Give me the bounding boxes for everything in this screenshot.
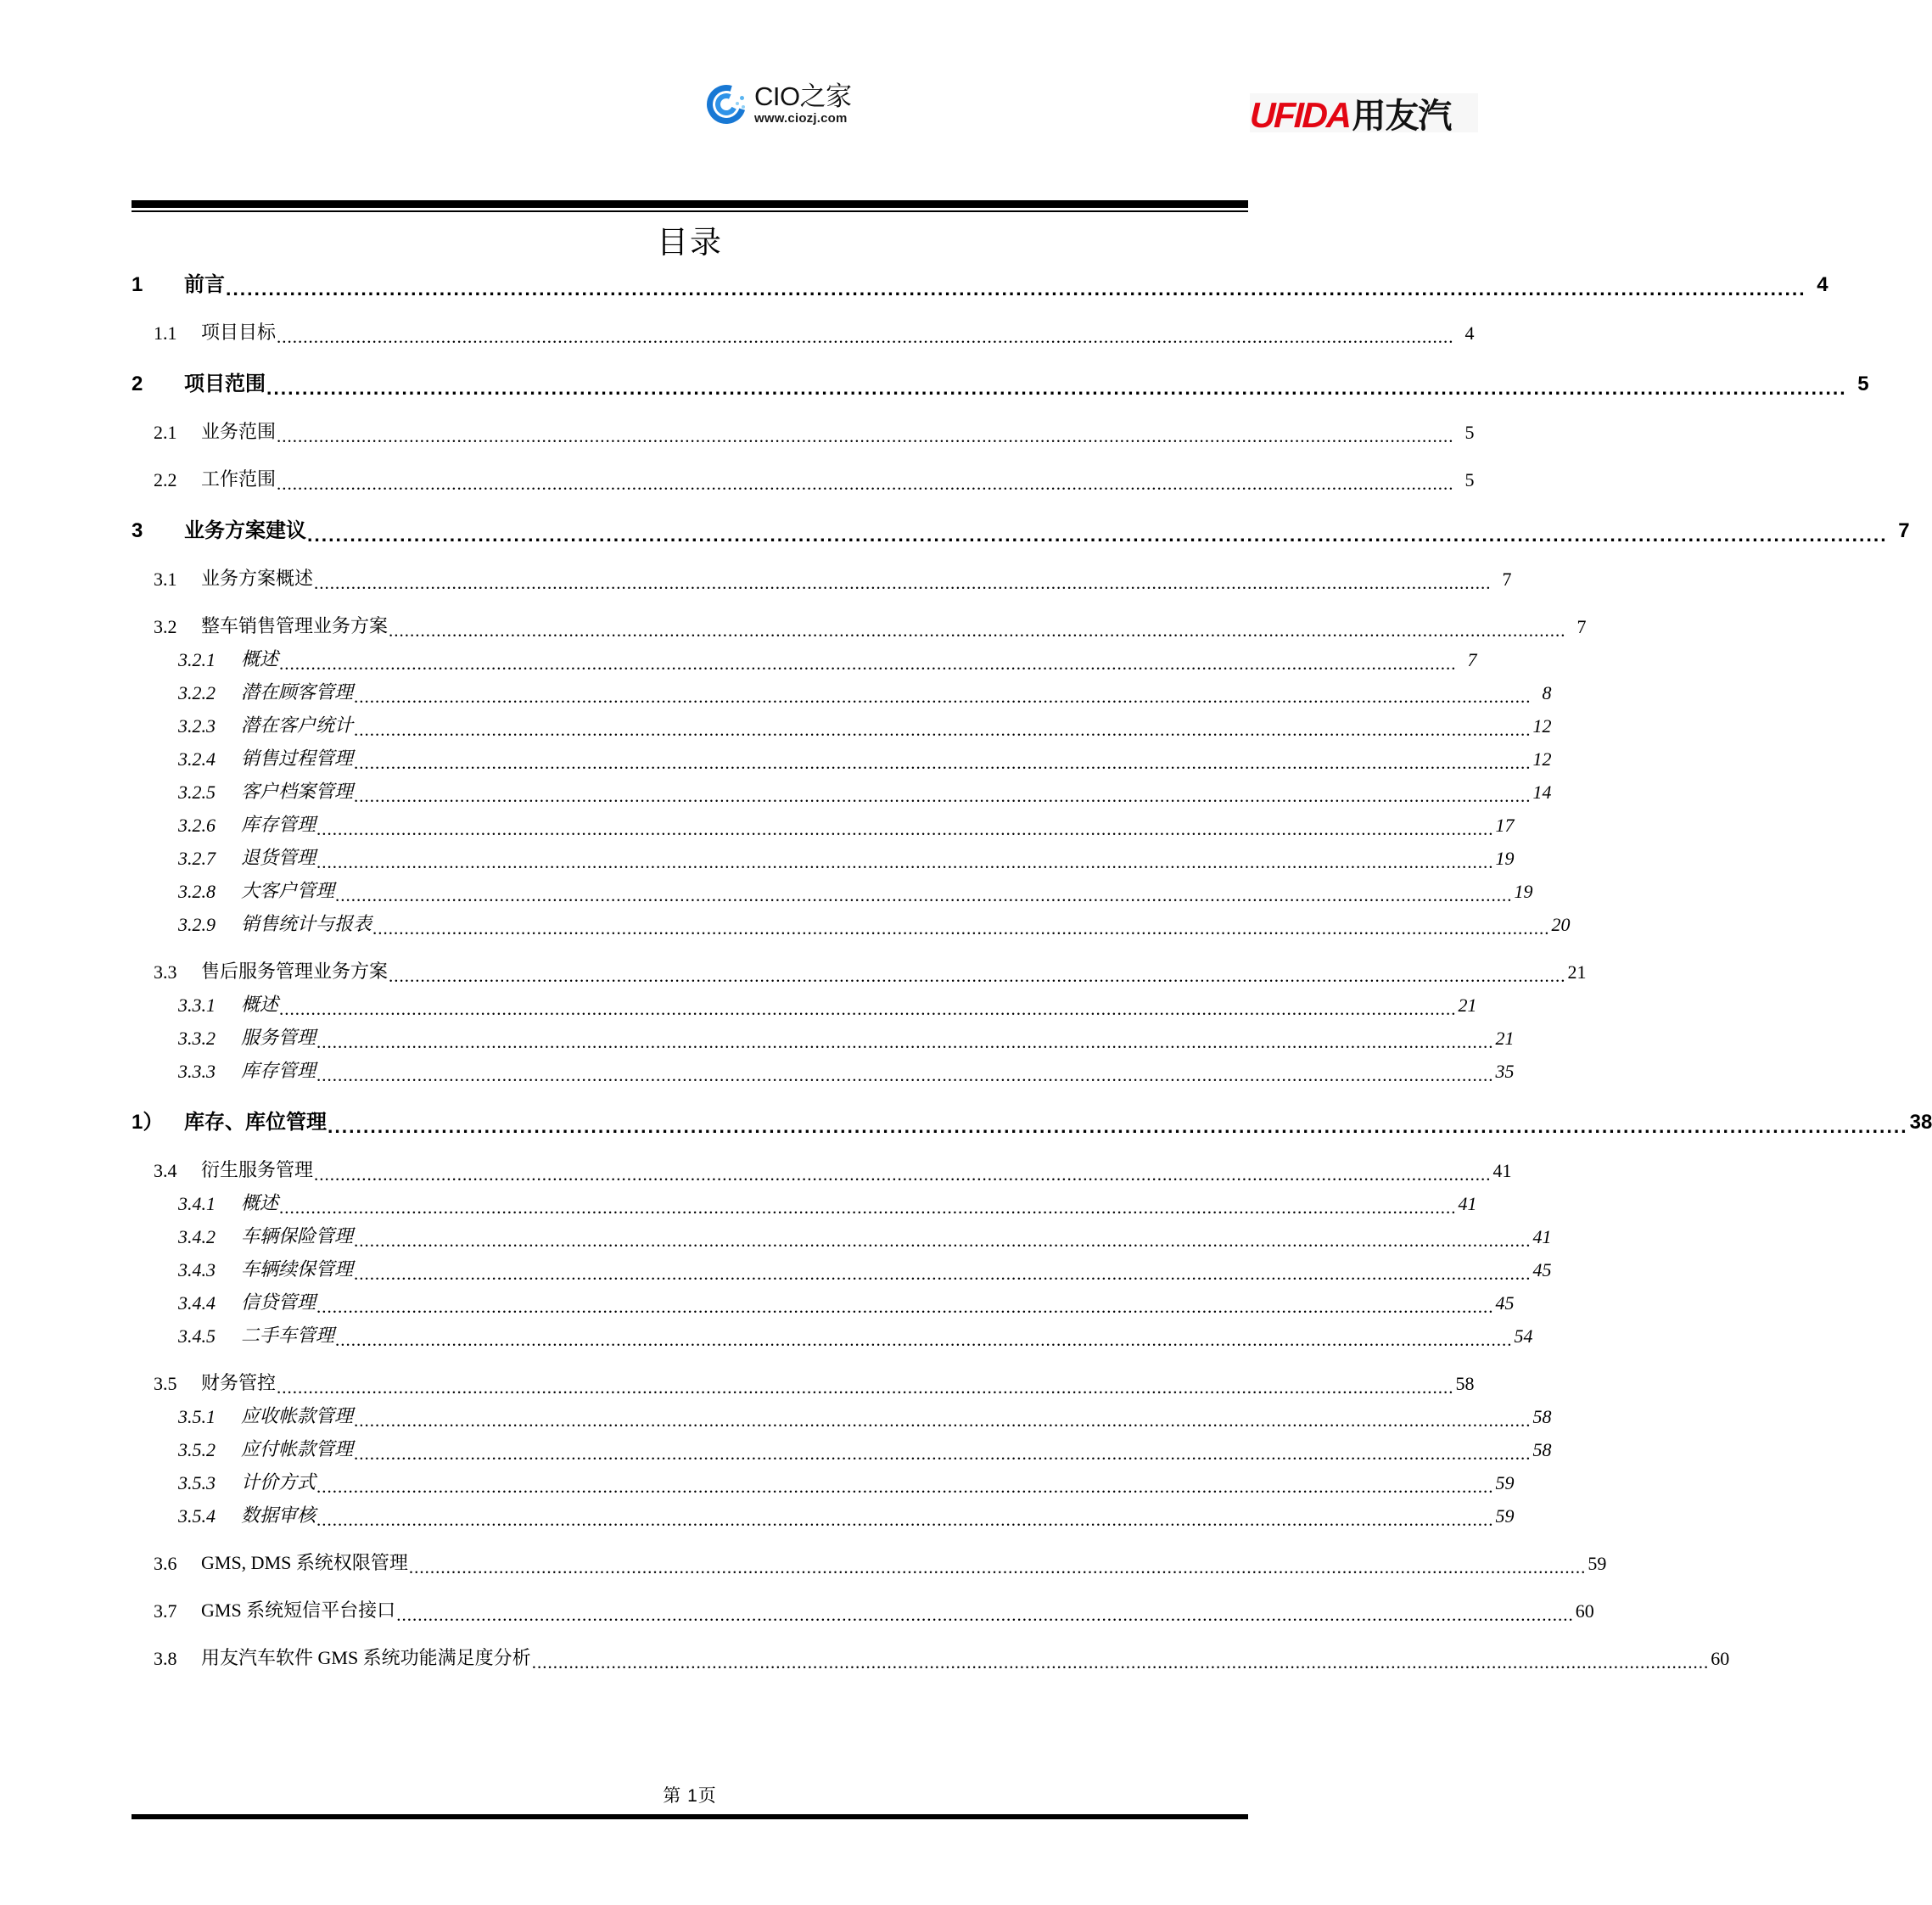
toc-entry-page: 12 bbox=[1532, 748, 1552, 770]
toc-leader-dots bbox=[277, 327, 1454, 345]
toc-entry-label: 衍生服务管理 bbox=[201, 1159, 314, 1180]
toc-entry-page: 5 bbox=[1464, 469, 1475, 490]
toc-entry[interactable] bbox=[132, 1435, 1552, 1461]
toc-entry-label: 销售统计与报表 bbox=[241, 913, 372, 934]
toc-entry-page: 17 bbox=[1495, 815, 1515, 836]
toc-entry-number: 3.2.5 bbox=[178, 782, 216, 803]
toc-entry[interactable] bbox=[132, 990, 1477, 1017]
toc-entry-page: 54 bbox=[1514, 1325, 1533, 1347]
cio-logo-name: CIO之家 bbox=[754, 81, 852, 111]
toc-entry-page: 45 bbox=[1495, 1292, 1515, 1314]
toc-entry-page: 41 bbox=[1492, 1160, 1512, 1181]
toc-entry-page: 59 bbox=[1588, 1553, 1607, 1574]
toc-leader-dots bbox=[389, 620, 1566, 638]
toc-entry-page: 21 bbox=[1495, 1028, 1515, 1049]
cio-logo-url: www.ciozj.com bbox=[754, 111, 848, 126]
toc-entry-label: GMS 系统短信平台接口 bbox=[201, 1600, 396, 1621]
toc-entry-label: 项目范围 bbox=[184, 373, 266, 395]
toc-entry-label: 库存、库位管理 bbox=[184, 1111, 327, 1134]
toc-leader-dots bbox=[354, 686, 1532, 704]
toc-entry-page: 7 bbox=[1898, 519, 1910, 542]
toc-entry-label: 大客户管理 bbox=[241, 880, 335, 901]
toc-entry[interactable] bbox=[132, 1056, 1515, 1083]
toc-entry[interactable] bbox=[132, 1402, 1552, 1428]
toc-entry[interactable] bbox=[132, 1596, 1594, 1622]
toc-entry-page: 38 bbox=[1909, 1111, 1932, 1134]
header-rule-thin bbox=[132, 210, 1248, 212]
toc-entry[interactable] bbox=[132, 1023, 1515, 1050]
toc-leader-dots bbox=[314, 573, 1492, 591]
toc-entry[interactable] bbox=[132, 910, 1571, 936]
toc-entry-page: 41 bbox=[1458, 1193, 1477, 1214]
toc-entry-number: 3.4.2 bbox=[178, 1226, 216, 1247]
toc-entry-number: 3 bbox=[132, 519, 143, 542]
toc-entry-label: 概述 bbox=[241, 994, 279, 1015]
toc-entry-label: 售后服务管理业务方案 bbox=[201, 961, 389, 982]
toc-entry-label: 项目目标 bbox=[201, 322, 277, 343]
toc-leader-dots bbox=[328, 1115, 1908, 1135]
toc-leader-dots bbox=[279, 653, 1457, 671]
toc-entry-number: 3.4.5 bbox=[178, 1325, 216, 1347]
page-title: 目录 bbox=[657, 224, 723, 261]
toc-entry-number: 3.3.3 bbox=[178, 1061, 216, 1082]
toc-leader-dots bbox=[316, 1510, 1494, 1527]
toc-entry-page: 58 bbox=[1532, 1439, 1552, 1460]
toc-entry-number: 3.2.8 bbox=[178, 881, 216, 902]
toc-entry-number: 3.3.1 bbox=[178, 995, 216, 1016]
toc-entry-number: 3.2.2 bbox=[178, 682, 216, 703]
toc-entry-page: 14 bbox=[1532, 782, 1552, 803]
toc-entry[interactable] bbox=[132, 367, 1869, 396]
toc-entry-page: 7 bbox=[1502, 569, 1512, 590]
toc-entry-number: 3.1 bbox=[154, 569, 177, 590]
toc-entry-label: 计价方式 bbox=[241, 1471, 316, 1493]
header-rule-thick bbox=[132, 200, 1248, 208]
toc-entry-number: 3.2.7 bbox=[178, 848, 216, 869]
toc-leader-dots bbox=[277, 426, 1454, 444]
toc-leader-dots bbox=[354, 1443, 1532, 1461]
toc-entry-label: 服务管理 bbox=[241, 1027, 316, 1048]
toc-entry-label: 业务范围 bbox=[201, 421, 277, 442]
toc-entry-page: 7 bbox=[1467, 649, 1477, 670]
toc-entry-label: 库存管理 bbox=[241, 1060, 316, 1081]
toc-entry[interactable] bbox=[132, 564, 1512, 591]
toc-leader-dots bbox=[316, 852, 1494, 870]
toc-entry-label: 销售过程管理 bbox=[241, 748, 354, 769]
toc-entry[interactable] bbox=[132, 1156, 1512, 1182]
footer-rule bbox=[132, 1814, 1248, 1819]
toc-entry-page: 60 bbox=[1711, 1648, 1730, 1669]
toc-entry-number: 3.8 bbox=[154, 1648, 177, 1669]
toc-entry-label: 车辆续保管理 bbox=[241, 1258, 354, 1280]
toc-entry-label: 整车销售管理业务方案 bbox=[201, 615, 389, 636]
toc-entry-number: 3.2.4 bbox=[178, 748, 216, 770]
toc-entry-page: 60 bbox=[1575, 1600, 1594, 1622]
toc-leader-dots bbox=[372, 918, 1550, 936]
toc-entry-label: 潜在顾客管理 bbox=[241, 681, 354, 703]
toc-entry-label: 车辆保险管理 bbox=[241, 1225, 354, 1247]
toc-entry[interactable] bbox=[132, 877, 1533, 903]
toc-entry[interactable] bbox=[132, 417, 1475, 444]
toc-entry-number: 3.3.2 bbox=[178, 1028, 216, 1049]
toc-entry-page: 21 bbox=[1458, 995, 1477, 1016]
toc-entry-page: 45 bbox=[1532, 1259, 1552, 1280]
toc-entry-label: 财务管控 bbox=[201, 1372, 277, 1393]
toc-leader-dots bbox=[354, 786, 1532, 804]
toc-leader-dots bbox=[279, 1197, 1457, 1215]
toc-entry-page: 4 bbox=[1817, 273, 1828, 296]
toc-entry-number: 3.6 bbox=[154, 1553, 177, 1574]
toc-entry[interactable] bbox=[132, 1321, 1533, 1348]
toc-leader-dots bbox=[354, 1263, 1532, 1281]
toc-entry-number: 1.1 bbox=[154, 322, 177, 344]
toc-entry-number: 3.4.3 bbox=[178, 1259, 216, 1280]
toc-leader-dots bbox=[307, 524, 1888, 543]
toc-entry[interactable] bbox=[132, 513, 1910, 543]
toc-entry-label: 前言 bbox=[184, 273, 225, 296]
toc-entry-page: 59 bbox=[1495, 1472, 1515, 1493]
toc-entry-page: 19 bbox=[1514, 881, 1533, 902]
toc-leader-dots bbox=[354, 1410, 1532, 1428]
toc-entry-number: 3.5.3 bbox=[178, 1472, 216, 1493]
toc-entry[interactable] bbox=[132, 465, 1475, 491]
toc-leader-dots bbox=[226, 277, 1806, 297]
toc-entry-page: 4 bbox=[1464, 322, 1475, 344]
table-of-contents bbox=[132, 267, 1932, 1670]
toc-entry-page: 5 bbox=[1857, 373, 1869, 395]
toc-entry-label: 业务方案建议 bbox=[184, 519, 306, 542]
toc-entry[interactable] bbox=[132, 645, 1477, 671]
toc-entry-number: 2.2 bbox=[154, 469, 177, 490]
cio-circle-logo-icon bbox=[706, 84, 747, 125]
toc-entry-page: 58 bbox=[1532, 1406, 1552, 1427]
toc-entry-page: 7 bbox=[1576, 616, 1587, 637]
cio-home-logo bbox=[706, 83, 852, 125]
toc-entry-page: 8 bbox=[1542, 682, 1552, 703]
toc-entry-label: 库存管理 bbox=[241, 814, 316, 835]
toc-entry-number: 3.2.1 bbox=[178, 649, 216, 670]
toc-entry[interactable] bbox=[132, 843, 1515, 870]
toc-leader-dots bbox=[279, 999, 1457, 1017]
toc-entry-page: 19 bbox=[1495, 848, 1515, 869]
toc-entry-number: 3.4.4 bbox=[178, 1292, 216, 1314]
toc-leader-dots bbox=[335, 1330, 1513, 1348]
toc-entry-number: 3.3 bbox=[154, 961, 177, 983]
toc-entry-number: 1 bbox=[132, 273, 143, 296]
toc-entry-label: 业务方案概述 bbox=[201, 568, 314, 589]
toc-entry-number: 1） bbox=[132, 1111, 164, 1134]
toc-entry[interactable] bbox=[132, 1468, 1515, 1494]
toc-entry[interactable] bbox=[132, 1189, 1477, 1215]
toc-entry-number: 3.2.6 bbox=[178, 815, 216, 836]
toc-leader-dots bbox=[316, 1476, 1494, 1494]
toc-entry-number: 3.5.4 bbox=[178, 1505, 216, 1527]
toc-entry-label: 概述 bbox=[241, 648, 279, 670]
toc-entry-label: 客户档案管理 bbox=[241, 781, 354, 802]
toc-entry-page: 58 bbox=[1455, 1373, 1475, 1394]
toc-entry-label: 退货管理 bbox=[241, 847, 316, 868]
toc-entry-number: 2.1 bbox=[154, 422, 177, 443]
ufida-logo bbox=[1249, 93, 1478, 135]
toc-leader-dots bbox=[316, 1297, 1494, 1314]
toc-entry[interactable] bbox=[132, 1255, 1552, 1281]
toc-entry[interactable] bbox=[132, 1222, 1552, 1248]
toc-entry-label: 潜在客户统计 bbox=[241, 714, 354, 736]
toc-leader-dots bbox=[316, 819, 1494, 837]
toc-entry[interactable] bbox=[132, 1644, 1730, 1670]
toc-entry[interactable] bbox=[132, 810, 1515, 837]
toc-entry-number: 3.4.1 bbox=[178, 1193, 216, 1214]
toc-entry-page: 35 bbox=[1495, 1061, 1515, 1082]
toc-entry[interactable] bbox=[132, 678, 1552, 704]
toc-entry-page: 12 bbox=[1532, 715, 1552, 737]
page-header bbox=[0, 51, 1452, 153]
toc-leader-dots bbox=[409, 1557, 1587, 1575]
toc-entry-label: 应付帐款管理 bbox=[241, 1438, 354, 1460]
toc-entry-label: GMS, DMS 系统权限管理 bbox=[201, 1552, 408, 1573]
toc-leader-dots bbox=[335, 885, 1513, 903]
toc-entry[interactable] bbox=[132, 711, 1552, 737]
toc-leader-dots bbox=[316, 1065, 1494, 1083]
toc-entry-label: 二手车管理 bbox=[241, 1325, 335, 1346]
toc-leader-dots bbox=[277, 1377, 1454, 1395]
header-logo-row bbox=[132, 51, 1452, 135]
toc-entry-number: 3.5.2 bbox=[178, 1439, 216, 1460]
toc-entry-page: 59 bbox=[1495, 1505, 1515, 1527]
toc-leader-dots bbox=[354, 1230, 1532, 1248]
toc-entry-page: 21 bbox=[1567, 961, 1587, 983]
toc-entry-number: 3.5 bbox=[154, 1373, 177, 1394]
toc-entry[interactable] bbox=[132, 1105, 1932, 1135]
toc-leader-dots bbox=[396, 1605, 1574, 1622]
cio-logo-text bbox=[754, 83, 852, 125]
toc-entry[interactable] bbox=[132, 612, 1587, 638]
toc-entry-page: 5 bbox=[1464, 422, 1475, 443]
toc-leader-dots bbox=[532, 1652, 1710, 1670]
toc-leader-dots bbox=[316, 1032, 1494, 1050]
toc-entry-label: 工作范围 bbox=[201, 468, 277, 490]
toc-entry[interactable] bbox=[132, 957, 1587, 983]
toc-entry-label: 应收帐款管理 bbox=[241, 1405, 354, 1426]
ufida-logo-en: UFIDA bbox=[1249, 95, 1352, 135]
toc-entry[interactable] bbox=[132, 777, 1552, 804]
toc-leader-dots bbox=[354, 753, 1532, 770]
toc-entry-number: 2 bbox=[132, 373, 143, 395]
toc-entry-label: 数据审核 bbox=[241, 1504, 316, 1526]
toc-leader-dots bbox=[314, 1164, 1492, 1182]
toc-leader-dots bbox=[354, 720, 1532, 737]
toc-entry[interactable] bbox=[132, 1369, 1475, 1395]
page-footer bbox=[132, 1782, 1248, 1819]
toc-entry-page: 41 bbox=[1532, 1226, 1552, 1247]
toc-entry-label: 用友汽车软件 GMS 系统功能满足度分析 bbox=[201, 1647, 531, 1668]
toc-entry-number: 3.7 bbox=[154, 1600, 177, 1622]
toc-entry-label: 概述 bbox=[241, 1192, 279, 1213]
toc-entry-number: 3.2.9 bbox=[178, 914, 216, 935]
toc-entry[interactable] bbox=[132, 744, 1552, 770]
toc-entry[interactable] bbox=[132, 1549, 1607, 1575]
toc-leader-dots bbox=[277, 473, 1454, 491]
toc-leader-dots bbox=[266, 377, 1847, 396]
toc-entry[interactable] bbox=[132, 267, 1828, 297]
ufida-logo-cn: 用友汽 bbox=[1352, 98, 1452, 135]
toc-entry-number: 3.4 bbox=[154, 1160, 177, 1181]
toc-entry[interactable] bbox=[132, 1288, 1515, 1314]
toc-entry-label: 信贷管理 bbox=[241, 1291, 316, 1313]
toc-entry-page: 20 bbox=[1551, 914, 1571, 935]
toc-entry-number: 3.5.1 bbox=[178, 1406, 216, 1427]
toc-entry[interactable] bbox=[132, 1501, 1515, 1527]
toc-entry-number: 3.2 bbox=[154, 616, 177, 637]
toc-entry[interactable] bbox=[132, 318, 1475, 345]
page-number-label: 第 1页 bbox=[663, 1786, 717, 1806]
toc-entry-number: 3.2.3 bbox=[178, 715, 216, 737]
toc-leader-dots bbox=[389, 966, 1566, 983]
